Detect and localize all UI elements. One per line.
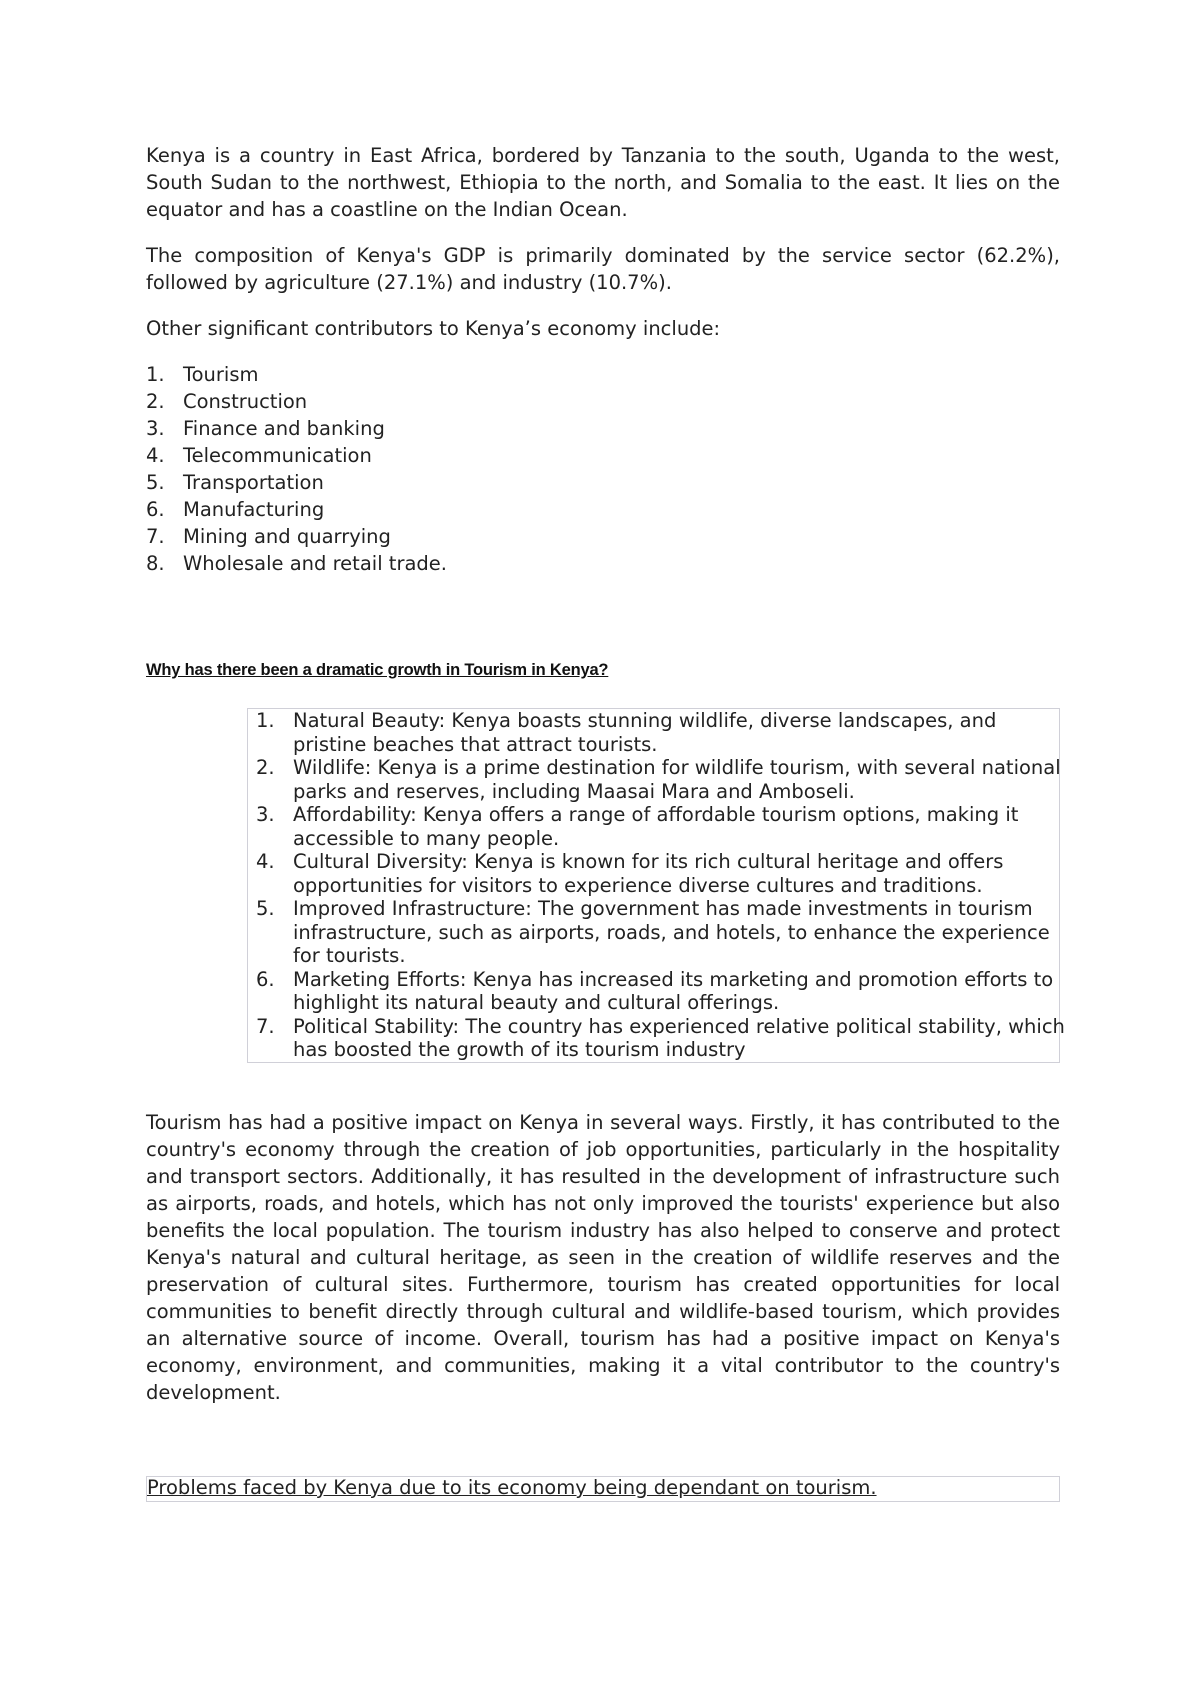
list-item: 4. Cultural Diversity: Kenya is known for its rich cultural heritage and offers opportunities for visitors to experience diverse cultures and traditions.	[256, 850, 1004, 897]
list-item: 6. Manufacturing	[146, 498, 325, 521]
list-item: 4. Telecommunication	[146, 444, 372, 467]
list-item: 3. Finance and banking	[146, 417, 385, 440]
reasons-box	[247, 708, 1065, 1063]
list-item: 8. Wholesale and retail trade.	[146, 552, 447, 575]
impact-paragraph: Tourism has had a positive impact on Kenya in several ways. Firstly, it has contributed to the country's economy through the creation of job opportunities, particularly in the hospitality and transport sectors. Additionally, it has resulted in the development of infrastructure such as airports, roads, and hotels, which has not only improved the tourists' experience but also benefits the local population. The tourism industry has also helped to conserve and protect Kenya's natural and cultural heritage, as seen in the creation of wildlife reserves and the preservation of cultural sites. Furthermore, tourism has created opportunities for local communities to benefit directly through cultural and wildlife-based tourism, which provides an alternative source of income. Overall, tourism has had a positive impact on Kenya's economy, environment, and communities, making it a vital contributor to the country's development.	[146, 1111, 1060, 1404]
growth-heading: Why has there been a dramatic growth in Tourism in Kenya?	[146, 661, 609, 679]
contributors-intro: Other significant contributors to Kenya’s economy include:	[146, 317, 721, 340]
list-item: 6. Marketing Efforts: Kenya has increased its marketing and promotion efforts to highlight its natural beauty and cultural offerings.	[256, 967, 1054, 1014]
list-item: 5. Transportation	[146, 471, 324, 494]
problems-box	[146, 1476, 1060, 1502]
list-item: 7. Mining and quarrying	[146, 525, 391, 548]
intro-section	[146, 142, 1060, 577]
list-item: 2. Wildlife: Kenya is a prime destination for wildlife tourism, with several national parks and reserves, including Maasai Mara and Amboseli.	[256, 756, 1061, 803]
problems-heading: Problems faced by Kenya due to its economy being dependant on tourism.	[147, 1476, 877, 1499]
list-item: 5. Improved Infrastructure: The government has made investments in tourism infrastructure, such as airports, roads, and hotels, to enhance the experience for tourists.	[256, 897, 1050, 967]
gdp-paragraph: The composition of Kenya's GDP is primarily dominated by the service sector (62.2%), followed by agriculture (27.1%) and industry (10.7%).	[146, 244, 1060, 294]
intro-paragraph-1: Kenya is a country in East Africa, bordered by Tanzania to the south, Uganda to the west, South Sudan to the northwest, Ethiopia to the north, and Somalia to the east. It lies on the equator and has a coastline on the Indian Ocean.	[146, 144, 1060, 221]
list-item: 7. Political Stability: The country has experienced relative political stability, which has boosted the growth of its tourism industry	[256, 1014, 1065, 1061]
list-item: 1. Natural Beauty: Kenya boasts stunning wildlife, diverse landscapes, and pristine beaches that attract tourists.	[256, 709, 997, 756]
reasons-list	[256, 709, 1068, 1062]
contributors-list	[146, 361, 1060, 577]
list-item: 2. Construction	[146, 390, 308, 413]
list-item: 1. Tourism	[146, 363, 259, 386]
list-item: 3. Affordability: Kenya offers a range of affordable tourism options, making it accessible to many people.	[256, 803, 1019, 850]
